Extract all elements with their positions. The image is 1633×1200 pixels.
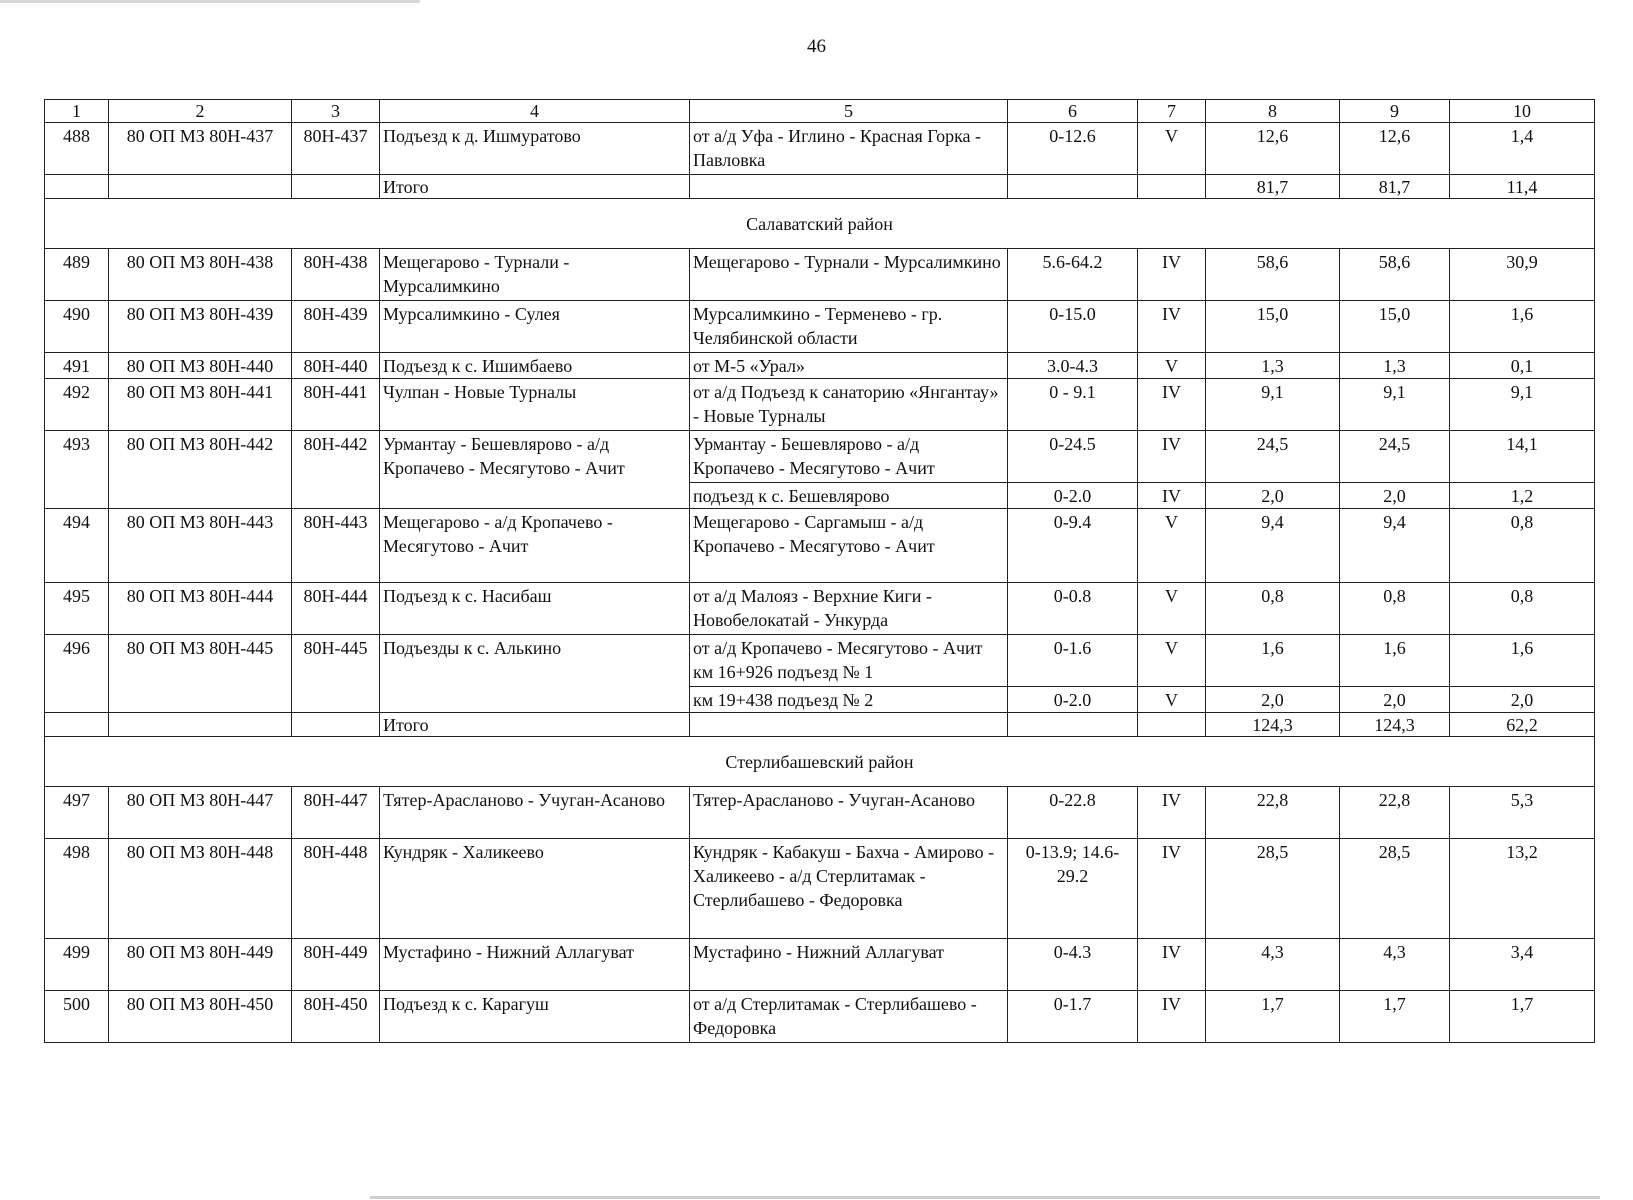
- row-number: 495: [45, 583, 109, 635]
- length-total: 12,6: [1206, 123, 1340, 175]
- road-code: 80Н-445: [292, 635, 380, 713]
- road-route: Мещегарово - Турнали - Мурсалимкино: [690, 249, 1008, 301]
- total-value: 124,3: [1340, 713, 1450, 737]
- road-category: IV: [1138, 483, 1206, 509]
- roads-registry-table: [44, 99, 1595, 1043]
- road-code: 80Н-441: [292, 379, 380, 431]
- road-code: 80Н-439: [292, 301, 380, 353]
- road-route: от а/д Малояз - Верхние Киги - Новобелокатай - Ункурда: [690, 583, 1008, 635]
- road-route: от а/д Стерлитамак - Стерлибашево - Федоровка: [690, 991, 1008, 1043]
- length-total: 2,0: [1206, 687, 1340, 713]
- road-route: Урмантау - Бешевлярово - а/д Кропачево - Месягутово - Ачит: [690, 431, 1008, 483]
- total-label: Итого: [380, 713, 690, 737]
- header-cell: 1: [45, 100, 109, 123]
- total-row: [45, 713, 1595, 737]
- km-range: 0-4.3: [1008, 939, 1138, 991]
- length-total: 28,5: [1206, 839, 1340, 939]
- road-id: 80 ОП МЗ 80Н-450: [109, 991, 292, 1043]
- table-row: [45, 379, 1595, 431]
- km-range: 0-2.0: [1008, 687, 1138, 713]
- row-number: 492: [45, 379, 109, 431]
- header-cell: 5: [690, 100, 1008, 123]
- total-value: 81,7: [1206, 175, 1340, 199]
- road-code: 80Н-447: [292, 787, 380, 839]
- row-number: 498: [45, 839, 109, 939]
- road-route: Тятер-Арасланово - Учуган-Асаново: [690, 787, 1008, 839]
- road-name: Мурсалимкино - Сулея: [380, 301, 690, 353]
- road-name: Тятер-Арасланово - Учуган-Асаново: [380, 787, 690, 839]
- row-number: 493: [45, 431, 109, 509]
- length-value: 0,8: [1340, 583, 1450, 635]
- road-name: Урмантау - Бешевлярово - а/д Кропачево - Месягутово - Ачит: [380, 431, 690, 509]
- header-cell: 9: [1340, 100, 1450, 123]
- section-row: [45, 737, 1595, 787]
- road-id: 80 ОП МЗ 80Н-440: [109, 353, 292, 379]
- length-part: 1,6: [1450, 301, 1595, 353]
- road-route: от а/д Уфа - Иглино - Красная Горка - Павловка: [690, 123, 1008, 175]
- row-number: 496: [45, 635, 109, 713]
- road-id: 80 ОП МЗ 80Н-441: [109, 379, 292, 431]
- road-category: V: [1138, 123, 1206, 175]
- table-row: [45, 123, 1595, 175]
- row-number: 489: [45, 249, 109, 301]
- length-part: 1,6: [1450, 635, 1595, 687]
- table-row: [45, 635, 1595, 687]
- road-name: Мустафино - Нижний Аллагуват: [380, 939, 690, 991]
- road-category: IV: [1138, 839, 1206, 939]
- road-id: 80 ОП МЗ 80Н-438: [109, 249, 292, 301]
- road-code: 80Н-448: [292, 839, 380, 939]
- section-title: Стерлибашевский район: [45, 737, 1595, 787]
- length-value: 2,0: [1340, 687, 1450, 713]
- length-part: 13,2: [1450, 839, 1595, 939]
- length-value: 9,4: [1340, 509, 1450, 583]
- length-part: 30,9: [1450, 249, 1595, 301]
- length-total: 15,0: [1206, 301, 1340, 353]
- table-row: [45, 431, 1595, 483]
- length-part: 1,7: [1450, 991, 1595, 1043]
- road-category: IV: [1138, 991, 1206, 1043]
- km-range: 5.6-64.2: [1008, 249, 1138, 301]
- length-part: 0,8: [1450, 583, 1595, 635]
- road-name: Подъезд к с. Ишимбаево: [380, 353, 690, 379]
- road-code: 80Н-450: [292, 991, 380, 1043]
- table-row: [45, 509, 1595, 583]
- length-total: 9,1: [1206, 379, 1340, 431]
- header-cell: 2: [109, 100, 292, 123]
- length-total: 24,5: [1206, 431, 1340, 483]
- length-part: 1,2: [1450, 483, 1595, 509]
- length-value: 24,5: [1340, 431, 1450, 483]
- km-range: 0-22.8: [1008, 787, 1138, 839]
- length-total: 1,3: [1206, 353, 1340, 379]
- road-category: V: [1138, 635, 1206, 687]
- road-id: 80 ОП МЗ 80Н-439: [109, 301, 292, 353]
- road-category: V: [1138, 687, 1206, 713]
- table-row: [45, 249, 1595, 301]
- scan-edge-top: [0, 0, 420, 3]
- length-total: 22,8: [1206, 787, 1340, 839]
- scan-edge-bottom: [370, 1196, 1600, 1199]
- road-name: Мещегарово - Турнали - Мурсалимкино: [380, 249, 690, 301]
- road-name: Подъезд к с. Насибаш: [380, 583, 690, 635]
- table-row: [45, 939, 1595, 991]
- km-range: 0-1.6: [1008, 635, 1138, 687]
- road-category: IV: [1138, 249, 1206, 301]
- length-part: 1,4: [1450, 123, 1595, 175]
- road-route: от М-5 «Урал»: [690, 353, 1008, 379]
- row-number: 497: [45, 787, 109, 839]
- km-range: 0-12.6: [1008, 123, 1138, 175]
- table-row: [45, 583, 1595, 635]
- km-range: 0-9.4: [1008, 509, 1138, 583]
- road-name: Подъезд к с. Карагуш: [380, 991, 690, 1043]
- row-number: 490: [45, 301, 109, 353]
- length-part: 9,1: [1450, 379, 1595, 431]
- road-category: IV: [1138, 301, 1206, 353]
- row-number: 500: [45, 991, 109, 1043]
- length-value: 12,6: [1340, 123, 1450, 175]
- road-category: IV: [1138, 939, 1206, 991]
- length-total: 0,8: [1206, 583, 1340, 635]
- length-total: 58,6: [1206, 249, 1340, 301]
- road-route: Кундряк - Кабакуш - Бахча - Амирово - Халикеево - а/д Стерлитамак - Стерлибашево - Федоровка: [690, 839, 1008, 939]
- table-row: [45, 353, 1595, 379]
- header-cell: 4: [380, 100, 690, 123]
- road-code: 80Н-449: [292, 939, 380, 991]
- road-code: 80Н-443: [292, 509, 380, 583]
- table-row: [45, 991, 1595, 1043]
- length-value: 1,6: [1340, 635, 1450, 687]
- road-code: 80Н-440: [292, 353, 380, 379]
- km-range: 0 - 9.1: [1008, 379, 1138, 431]
- road-name: Подъезд к д. Ишмуратово: [380, 123, 690, 175]
- road-route: от а/д Подъезд к санаторию «Янгантау» - Новые Турналы: [690, 379, 1008, 431]
- km-range: 0-13.9; 14.6-29.2: [1008, 839, 1138, 939]
- km-range: 0-24.5: [1008, 431, 1138, 483]
- road-id: 80 ОП МЗ 80Н-449: [109, 939, 292, 991]
- road-route: Мещегарово - Саргамыш - а/д Кропачево - Месягутово - Ачит: [690, 509, 1008, 583]
- total-label: Итого: [380, 175, 690, 199]
- length-part: 0,1: [1450, 353, 1595, 379]
- road-category: IV: [1138, 431, 1206, 483]
- road-category: V: [1138, 353, 1206, 379]
- km-range: 0-1.7: [1008, 991, 1138, 1043]
- section-row: [45, 199, 1595, 249]
- table-row: [45, 301, 1595, 353]
- road-name: Чулпан - Новые Турналы: [380, 379, 690, 431]
- road-route: подъезд к с. Бешевлярово: [690, 483, 1008, 509]
- road-category: IV: [1138, 379, 1206, 431]
- road-id: 80 ОП МЗ 80Н-442: [109, 431, 292, 509]
- road-name: Подъезды к с. Алькино: [380, 635, 690, 713]
- total-value: 11,4: [1450, 175, 1595, 199]
- section-title: Салаватский район: [45, 199, 1595, 249]
- row-number: 494: [45, 509, 109, 583]
- table-row: [45, 839, 1595, 939]
- length-part: 5,3: [1450, 787, 1595, 839]
- road-name: Мещегарово - а/д Кропачево - Месягутово - Ачит: [380, 509, 690, 583]
- road-route: от а/д Кропачево - Месягутово - Ачит км 16+926 подъезд № 1: [690, 635, 1008, 687]
- road-code: 80Н-442: [292, 431, 380, 509]
- length-total: 9,4: [1206, 509, 1340, 583]
- length-value: 1,3: [1340, 353, 1450, 379]
- road-code: 80Н-438: [292, 249, 380, 301]
- road-name: Кундряк - Халикеево: [380, 839, 690, 939]
- length-total: 1,7: [1206, 991, 1340, 1043]
- length-part: 2,0: [1450, 687, 1595, 713]
- length-value: 15,0: [1340, 301, 1450, 353]
- length-total: 1,6: [1206, 635, 1340, 687]
- road-id: 80 ОП МЗ 80Н-447: [109, 787, 292, 839]
- road-id: 80 ОП МЗ 80Н-443: [109, 509, 292, 583]
- road-code: 80Н-437: [292, 123, 380, 175]
- header-cell: 7: [1138, 100, 1206, 123]
- header-cell: 6: [1008, 100, 1138, 123]
- length-value: 4,3: [1340, 939, 1450, 991]
- table-row: [45, 787, 1595, 839]
- road-category: V: [1138, 583, 1206, 635]
- total-value: 124,3: [1206, 713, 1340, 737]
- length-value: 28,5: [1340, 839, 1450, 939]
- length-total: 2,0: [1206, 483, 1340, 509]
- length-part: 0,8: [1450, 509, 1595, 583]
- total-value: 81,7: [1340, 175, 1450, 199]
- header-cell: 3: [292, 100, 380, 123]
- road-category: IV: [1138, 787, 1206, 839]
- total-value: 62,2: [1450, 713, 1595, 737]
- length-value: 9,1: [1340, 379, 1450, 431]
- length-part: 14,1: [1450, 431, 1595, 483]
- length-value: 2,0: [1340, 483, 1450, 509]
- row-number: 499: [45, 939, 109, 991]
- length-total: 4,3: [1206, 939, 1340, 991]
- road-route: Мустафино - Нижний Аллагуват: [690, 939, 1008, 991]
- road-id: 80 ОП МЗ 80Н-448: [109, 839, 292, 939]
- road-category: V: [1138, 509, 1206, 583]
- length-value: 58,6: [1340, 249, 1450, 301]
- length-value: 22,8: [1340, 787, 1450, 839]
- road-code: 80Н-444: [292, 583, 380, 635]
- row-number: 491: [45, 353, 109, 379]
- road-id: 80 ОП МЗ 80Н-445: [109, 635, 292, 713]
- row-number: 488: [45, 123, 109, 175]
- road-route: км 19+438 подъезд № 2: [690, 687, 1008, 713]
- header-row: [45, 100, 1595, 123]
- total-row: [45, 175, 1595, 199]
- km-range: 0-15.0: [1008, 301, 1138, 353]
- page-number: 46: [807, 36, 826, 57]
- length-value: 1,7: [1340, 991, 1450, 1043]
- km-range: 0-0.8: [1008, 583, 1138, 635]
- km-range: 3.0-4.3: [1008, 353, 1138, 379]
- length-part: 3,4: [1450, 939, 1595, 991]
- header-cell: 10: [1450, 100, 1595, 123]
- road-id: 80 ОП МЗ 80Н-437: [109, 123, 292, 175]
- road-route: Мурсалимкино - Терменево - гр. Челябинской области: [690, 301, 1008, 353]
- road-id: 80 ОП МЗ 80Н-444: [109, 583, 292, 635]
- header-cell: 8: [1206, 100, 1340, 123]
- km-range: 0-2.0: [1008, 483, 1138, 509]
